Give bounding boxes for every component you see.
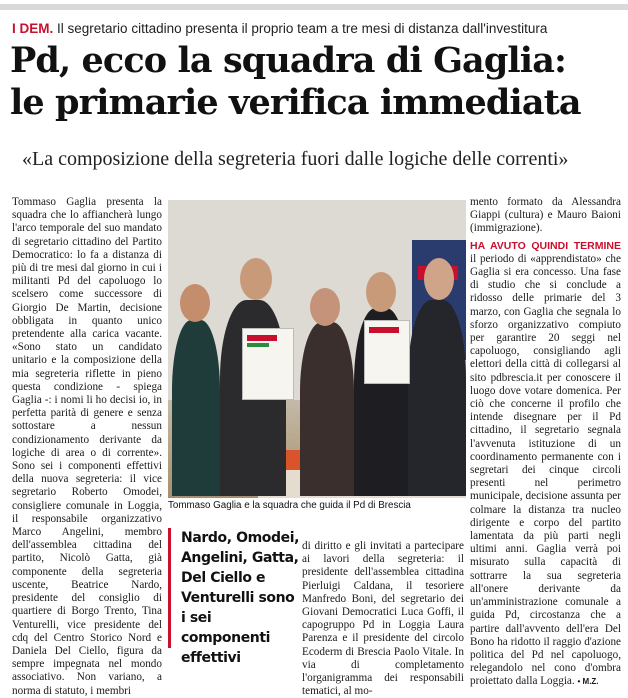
photo-caption: Tommaso Gaglia e la squadra che guida il Pd di Brescia xyxy=(168,500,411,511)
headline-line-1: Pd, ecco la squadra di Gaglia: xyxy=(10,40,567,81)
article-photo xyxy=(168,200,466,498)
photo-person xyxy=(172,320,220,496)
article-paragraph: di diritto e gli invitati a partecipare ai lavori della segreteria: il presidente dell'assemblea cittadina Pierluigi Caldana, il tesoriere Manfredo Boni, del segretario dei Giovani Democratici Luca Goffi, il capogruppo Pd in Loggia Laura Parenza e il presidente del circolo Ecoderm di Brescia Paolo Vitale. In via di completamento l'organigramma dei responsabili tematici, al mo- xyxy=(302,540,464,698)
kicker-text: Il segretario cittadino presenta il proprio team a tre mesi di distanza dall'investitura xyxy=(57,21,548,36)
photo-person-head xyxy=(240,258,272,300)
photo-sign-list xyxy=(364,320,410,384)
article-paragraph: Tommaso Gaglia presenta la squadra che lo affiancherà lungo l'arco temporale del suo mandato di segretario cittadino del Partito Democratico: lo fa a distanza di più di tre mesi dal giorno in cui i militanti Pd del capoluogo lo scelsero come successore di Giorgio De Martin, decisione obbligata in quanto unico pretendente alla carica vacante. «Sono stato un candidato unitario e la composizione della mia segreteria riflette in pieno questa condizione - spiega Gaglia -: i nomi li ho decisi io, in perfetta parità di genere e senza sottostare a nessun condizionamento derivante da logiche di area o di corrente». Sono sei i componenti effettivi della nuova segreteria: il vice segretario Roberto Omodei, consigliere comunale in Loggia, il responsabile organizzativo Marco Angelini, membro dell'assemblea cittadina del partito, Nicolò Gatta, già componente della segreteria uscente, Beatrice Nardo, presidente del consiglio di quartiere di Borgo Trento, Tina Venturelli, vice presidente del cdq del Centro Storico Nord e Daniela Del Ciello, figura da sempre impegnata nel mondo associativo. Non variano, a norma di statuto, i membri xyxy=(12,196,162,697)
top-rule xyxy=(0,4,628,10)
headline xyxy=(10,40,622,124)
article-column-1 xyxy=(12,196,162,698)
article-paragraph-text: il periodo di «apprendistato» che Gaglia si era concesso. Una fase di studio che si conclude a ridosso delle primarie del 3 marzo, con Gaglia che segnala lo sforzo organizzativo compiuto per garantire 20 seggi nel capoluogo, consigliando agli elettori della città di collegarsi al sito pdbrescia.it per conoscere il luogo dove votare domenica. Per ciò che concerne il profilo che intende disegnare per il Pd cittadino, il segretario segnala l'avvenuta istituzione di un coordinamento permanente con i segretari dei cinque circoli presenti nel perimetro municipale, decisione assunta per colmare la distanza tra nucleo dirigente e corpo del partito lamentata da più parti negli ultimi anni. Gaglia verrà poi misurato sulla capacità di sottrarre la sua segreteria all'onere derivante da un'amministrazione comunale a guida Pd, circostanza che a partire dall'avvento dell'era Del Bono ha ridotto il raggio d'azione politica del Pd nel capoluogo, relegandolo nel cono d'ombra proiettato dalla Loggia. xyxy=(470,252,621,688)
subtitle: «La composizione della segreteria fuori dalle logiche delle correnti» xyxy=(22,148,569,170)
kicker-tag: I DEM. xyxy=(12,21,54,36)
article-column-3 xyxy=(470,196,621,689)
photo-person-head xyxy=(180,284,210,322)
article-paragraph-lead xyxy=(470,240,621,689)
lead-in: HA AVUTO QUINDI TERMINE xyxy=(470,239,621,252)
author-signature: • M.Z. xyxy=(577,677,599,687)
photo-sign-primarie xyxy=(242,328,294,400)
photo-person-head xyxy=(310,288,340,326)
pull-quote: Nardo, Omodei, Angelini, Gatta, Del Ciello e Venturelli sono i sei componenti effettivi xyxy=(168,528,300,648)
kicker xyxy=(12,21,618,37)
headline-line-2: le primarie verifica immediata xyxy=(10,82,581,123)
photo-person-head xyxy=(424,258,454,300)
article-column-2 xyxy=(302,540,464,698)
photo-person xyxy=(300,322,354,496)
photo-person xyxy=(408,300,466,496)
photo-person-head xyxy=(366,272,396,312)
article-paragraph: mento formato da Alessandra Giappi (cultura) e Mauro Baioni (immigrazione). xyxy=(470,196,621,235)
